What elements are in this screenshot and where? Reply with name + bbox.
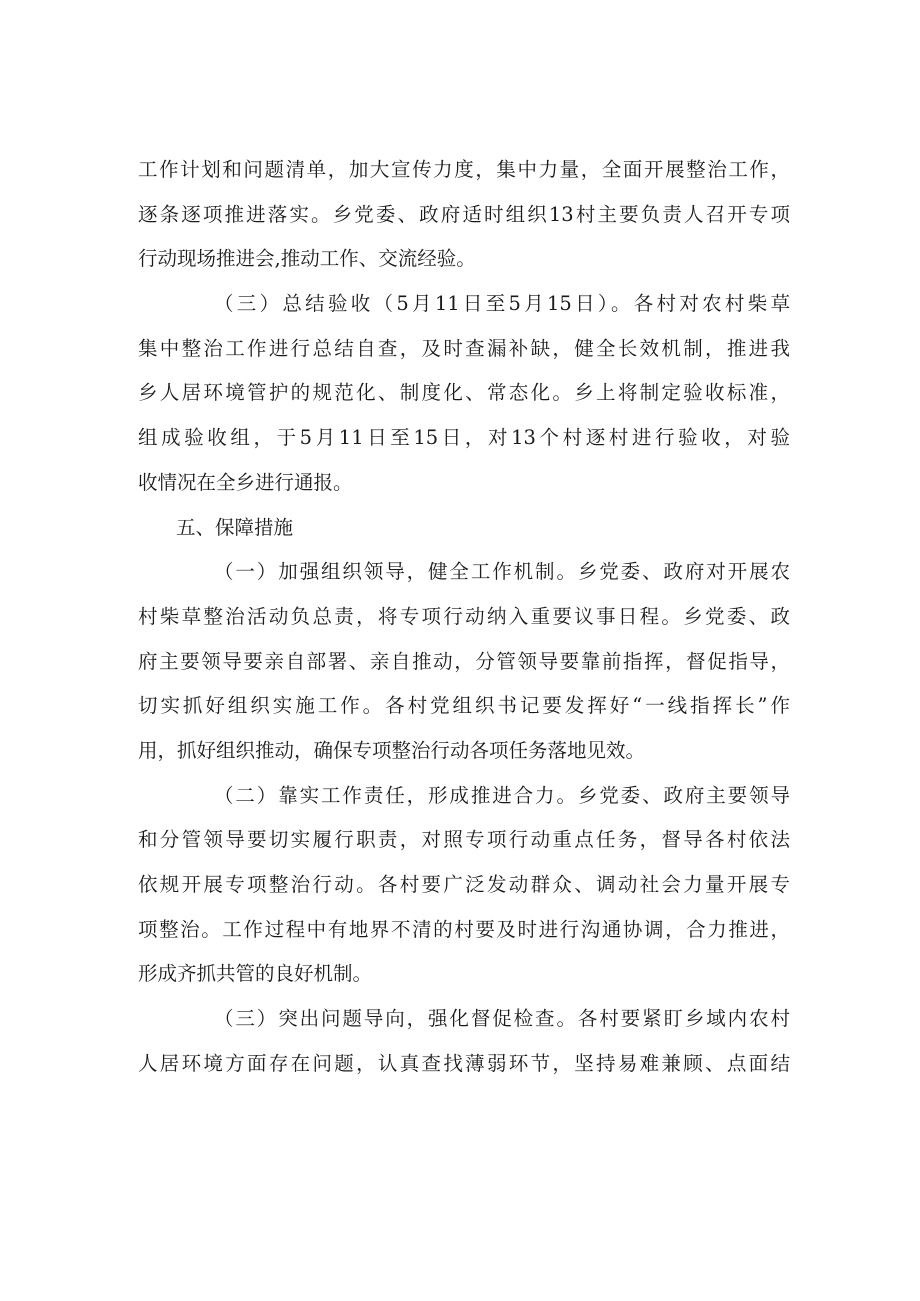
paragraph-line: 形成齐抓共管的良好机制。 xyxy=(138,962,373,986)
paragraph-line: 行动现场推进会,推动工作、交流经验。 xyxy=(138,247,476,271)
paragraph-line: 组成验收组，于5月11日至15日，对13个村逐村进行验收，对验 xyxy=(138,426,790,450)
paragraph-line: 集中整治工作进行总结自查，及时查漏补缺，健全长效机制，推进我 xyxy=(138,336,790,360)
paragraph-line: 工作计划和问题清单，加大宣传力度，集中力量，全面开展整治工作， xyxy=(138,158,790,181)
paragraph-line: 府主要领导要亲自部署、亲自推动，分管领导要靠前指挥，督促指导， xyxy=(138,649,790,673)
paragraph-line: 和分管领导要切实履行职责，对照专项行动重点任务，督导各村依法 xyxy=(138,828,790,852)
paragraph-line: 收情况在全乡进行通报。 xyxy=(138,470,353,494)
paragraph-line: 人居环境方面存在问题，认真查找薄弱环节，坚持易难兼顾、点面结 xyxy=(138,1051,790,1075)
section-heading: 五、保障措施 xyxy=(176,515,294,539)
paragraph-line: 依规开展专项整治行动。各村要广泛发动群众、调动社会力量开展专 xyxy=(138,873,790,896)
paragraph-line: 乡人居环境管护的规范化、制度化、常态化。乡上将制定验收标准， xyxy=(138,381,790,405)
paragraph-line: 切实抓好组织实施工作。各村党组织书记要发挥好“一线指挥长”作 xyxy=(138,694,790,718)
paragraph-line: 项整治。工作过程中有地界不清的村要及时进行沟通协调，合力推进， xyxy=(138,917,790,941)
paragraph-line: （三）总结验收（5月11日至5月15日）。各村对农村柴草 xyxy=(214,292,790,316)
paragraph-line: 村柴草整治活动负总责，将专项行动纳入重要议事日程。乡党委、政 xyxy=(138,604,790,628)
paragraph-line: （二）靠实工作责任，形成推进合力。乡党委、政府主要领导 xyxy=(214,783,790,807)
paragraph-line: （一）加强组织领导，健全工作机制。乡党委、政府对开展农 xyxy=(214,560,790,584)
paragraph-line: 逐条逐项推进落实。乡党委、政府适时组织13村主要负责人召开专项 xyxy=(138,202,790,226)
paragraph-line: 用，抓好组织推动，确保专项整治行动各项任务落地见效。 xyxy=(138,738,646,762)
document-body xyxy=(138,148,790,1086)
paragraph-line: （三）突出问题导向，强化督促检查。各村要紧盯乡域内农村 xyxy=(214,1007,790,1031)
